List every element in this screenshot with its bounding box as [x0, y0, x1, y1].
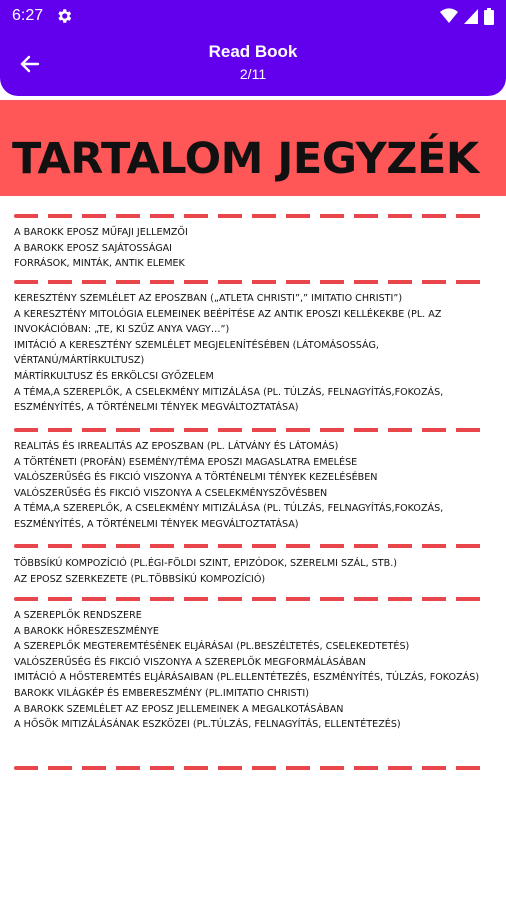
battery-icon: [484, 8, 494, 25]
wifi-icon: [440, 8, 458, 24]
toc-line: A BAROKK EPOSZ SAJÁTOSSÁGAI: [14, 242, 173, 254]
status-icons: [440, 8, 494, 25]
page-indicator: 2/11: [239, 66, 267, 82]
section-divider: [14, 214, 486, 218]
page-title: TARTALOM JEGYZÉK: [12, 134, 479, 184]
toc-line: BAROKK VILÁGKÉP ÉS EMBERESZMÉNY (PL.IMITATIO CHRISTI): [14, 687, 309, 699]
toc-section-2: [14, 291, 496, 416]
section-divider: [14, 544, 486, 548]
app-title: Read Book: [208, 42, 298, 61]
toc-line: A KERESZTÉNY MITOLÓGIA ELEMEINEK BEÉPÍTÉSE AZ ANTIK EPOSZI KELLÉKEKBE (PL. AZ INVOKÁCIÓBAN: „TE, KI SZŰZ ANYA VAGY…”): [14, 308, 442, 336]
toc-line: FORRÁSOK, MINTÁK, ANTIK ELEMEK: [14, 258, 185, 270]
toc-line: VALÓSZERŰSÉG ÉS FIKCIÓ VISZONYA A TÖRTÉNELMI TÉNYEK KEZELÉSÉBEN: [14, 472, 378, 484]
toc-line: A BAROKK HŐRESZESZMÉNYE: [14, 625, 159, 637]
toc-line: VALÓSZERŰSÉG ÉS FIKCIÓ VISZONYA A SZEREPLŐK MEGFORMÁLÁSÁBAN: [14, 656, 366, 668]
title-banner: [0, 100, 506, 196]
toc-line: A TÖRTÉNETI (PROFÁN) ESEMÉNY/TÉMA EPOSZI MAGASLATRA EMELÉSE: [14, 456, 358, 468]
book-page[interactable]: [0, 100, 506, 900]
toc-line: A TÉMA,A SZEREPLŐK, A CSELEKMÉNY MITIZÁLÁSA (PL. TÚLZÁS, FELNAGYÍTÁS,FOKOZÁS, ESZMÉNYÍTÉS, A TÖRTÉNELMI TÉNYEK MEGVÁLTOZTATÁSA): [14, 386, 444, 414]
gear-icon: [55, 7, 73, 25]
toc-line: IMITÁCIÓ A KERESZTÉNY SZEMLÉLET MEGJELENÍTÉSÉBEN (LÁTOMÁSOSSÁG, VÉRTANÚ/MÁRTÍRKULTUSZ): [14, 339, 379, 367]
section-divider: [14, 597, 486, 601]
signal-icon: [464, 8, 478, 24]
section-divider: [14, 428, 486, 432]
toc-line: A SZEREPLŐK RENDSZERE: [14, 610, 142, 621]
toc-line: KERESZTÉNY SZEMLÉLET AZ EPOSZBAN („ATLETA CHRISTI”,” IMITATIO CHRISTI”): [14, 293, 403, 304]
status-bar: [0, 0, 506, 32]
toc-section-1: [14, 225, 496, 272]
status-time: 6:27: [12, 7, 44, 24]
section-divider: [14, 280, 486, 284]
toc-section-3: [14, 439, 496, 533]
toc-line: MÁRTÍRKULTUSZ ÉS ERKÖLCSI GYŐZELEM: [14, 370, 214, 382]
toc-line: IMITÁCIÓ A HŐSTEREMTÉS ELJÁRÁSAIBAN (PL.ELLENTÉTEZÉS, ESZMÉNYÍTÉS, TÚLZÁS, FOKOZÁS): [14, 672, 480, 684]
toc-line: VALÓSZERŰSÉG ÉS FIKCIÓ VISZONYA A CSELEKMÉNYSZÖVÉSBEN: [14, 487, 328, 499]
toc-line: A HŐSÖK MITIZÁLÁSÁNAK ESZKÖZEI (PL.TÚLZÁS, FELNAGYÍTÁS, ELLENTÉTEZÉS): [14, 719, 401, 731]
toc-line: TÖBBSÍKÚ KOMPOZÍCIÓ (PL.ÉGI-FÖLDI SZINT, EPIZÓDOK, SZERELMI SZÁL, STB.): [14, 558, 397, 569]
toc-line: A BAROKK SZEMLÉLET AZ EPOSZ JELLEMEINEK A MEGALKOTÁSÁBAN: [14, 703, 344, 715]
toc-section-5: [14, 608, 496, 733]
section-divider: [14, 766, 486, 770]
toc-line: A BAROKK EPOSZ MŰFAJI JELLEMZŐI: [14, 227, 188, 238]
app-bar: [0, 32, 506, 96]
toc-section-4: [14, 556, 496, 587]
toc-line: AZ EPOSZ SZERKEZETE (PL.TÖBBSÍKÚ KOMPOZÍCIÓ): [14, 573, 266, 585]
toc-line: A SZEREPLŐK MEGTEREMTÉSÉNEK ELJÁRÁSAI (PL.BESZÉLTETÉS, CSELEKEDTETÉS): [14, 641, 410, 653]
toc-line: A TÉMA,A SZEREPLŐK, A CSELEKMÉNY MITIZÁLÁSA (PL. TÚLZÁS, FELNAGYÍTÁS,FOKOZÁS, ESZMÉNYÍTÉS, A TÖRTÉNELMI TÉNYEK MEGVÁLTOZTATÁSA): [14, 503, 444, 530]
toc-line: REALITÁS ÉS IRREALITÁS AZ EPOSZBAN (PL. LÁTVÁNY ÉS LÁTOMÁS): [14, 441, 339, 452]
